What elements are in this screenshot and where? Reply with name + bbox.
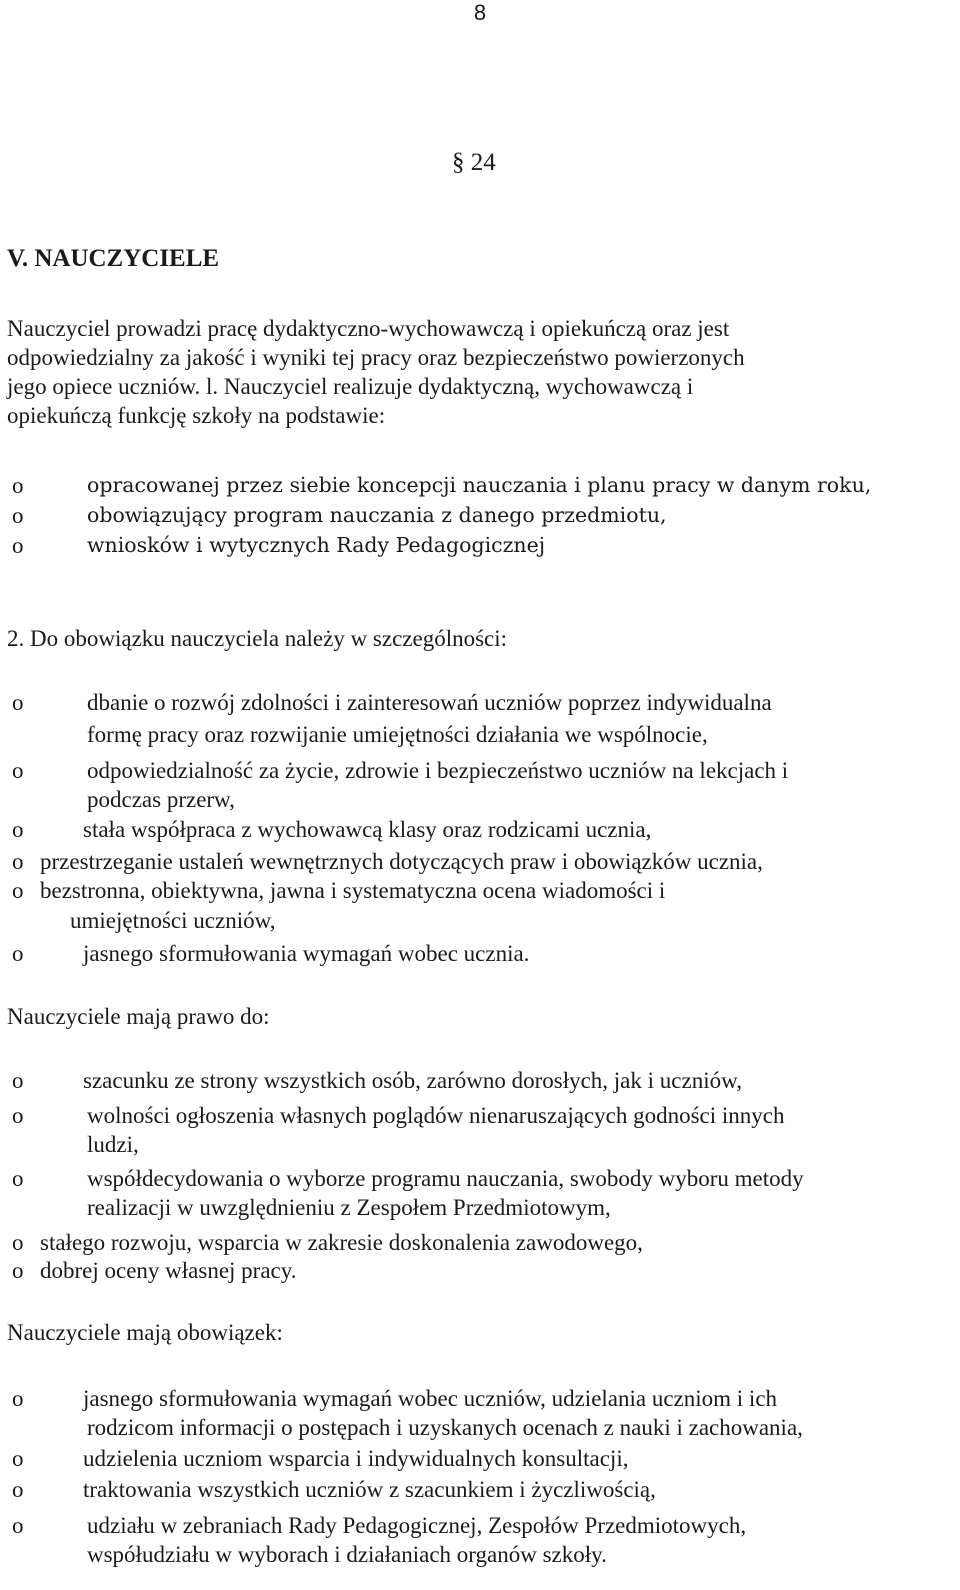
- list-bullet: o: [12, 690, 24, 715]
- list-item-continuation: formę pracy oraz rozwijanie umiejętności działania we wspólnocie,: [87, 722, 708, 747]
- list-bullet: o: [12, 1477, 24, 1502]
- list-bullet: o: [12, 473, 24, 498]
- list-bullet: o: [12, 941, 24, 966]
- list-bullet: o: [12, 878, 24, 903]
- list-bullet: o: [12, 758, 24, 783]
- intro-line: jego opiece uczniów. l. Nauczyciel realizuje dydaktyczną, wychowawczą i: [7, 374, 694, 399]
- obligations-title: Nauczyciele mają obowiązek:: [7, 1320, 283, 1345]
- page-number: 8: [473, 0, 487, 25]
- list-item: szacunku ze strony wszystkich osób, zarówno dorosłych, jak i uczniów,: [83, 1068, 742, 1093]
- list-item: traktowania wszystkich uczniów z szacunkiem i życzliwością,: [83, 1477, 656, 1502]
- list-item: współdecydowania o wyborze programu nauczania, swobody wyboru metody: [87, 1166, 804, 1191]
- list-item-continuation: podczas przerw,: [87, 787, 235, 812]
- list-bullet: o: [12, 1068, 24, 1093]
- list-bullet: o: [12, 1230, 24, 1255]
- list-item: udziału w zebraniach Rady Pedagogicznej, Zespołów Przedmiotowych,: [87, 1513, 747, 1538]
- list-item: dbanie o rozwój zdolności i zainteresowań uczniów poprzez indywidualna: [87, 690, 772, 715]
- list-item-continuation: ludzi,: [87, 1132, 139, 1157]
- list-bullet: o: [12, 533, 24, 558]
- intro-line: Nauczyciel prowadzi pracę dydaktyczno-wychowawczą i opiekuńczą oraz jest: [7, 316, 730, 341]
- list-bullet: o: [12, 1386, 24, 1411]
- list-bullet: o: [12, 849, 24, 874]
- list-item: opracowanej przez siebie koncepcji nauczania i planu pracy w danym roku,: [87, 473, 872, 497]
- list-bullet: o: [12, 1166, 24, 1191]
- list-item: udzielenia uczniom wsparcia i indywidualnych konsultacji,: [83, 1446, 629, 1471]
- list-item: wniosków i wytycznych Rady Pedagogicznej: [87, 533, 546, 557]
- list-bullet: o: [12, 503, 24, 528]
- duty-title: 2. Do obowiązku nauczyciela należy w szczególności:: [7, 626, 508, 651]
- list-bullet: o: [12, 1513, 24, 1538]
- intro-line: odpowiedzialny za jakość i wyniki tej pracy oraz bezpieczeństwo powierzonych: [7, 345, 745, 370]
- list-item-continuation: rodzicom informacji o postępach i uzyskanych ocenach z nauki i zachowania,: [87, 1415, 803, 1440]
- list-item: przestrzeganie ustaleń wewnętrznych dotyczących praw i obowiązków ucznia,: [40, 849, 763, 874]
- list-item: jasnego sformułowania wymagań wobec uczniów, udzielania uczniom i ich: [83, 1386, 778, 1411]
- list-item: obowiązujący program nauczania z danego przedmiotu,: [87, 503, 667, 527]
- section-heading: V. NAUCZYCIELE: [7, 245, 220, 272]
- list-item-continuation: umiejętności uczniów,: [70, 908, 276, 933]
- list-item: stała współpraca z wychowawcą klasy oraz rodzicami ucznia,: [83, 817, 652, 842]
- list-bullet: o: [12, 1446, 24, 1471]
- list-item: jasnego sformułowania wymagań wobec ucznia.: [83, 941, 530, 966]
- list-item: odpowiedzialność za życie, zdrowie i bezpieczeństwo uczniów na lekcjach i: [87, 758, 789, 783]
- intro-line: opiekuńczą funkcję szkoły na podstawie:: [7, 403, 386, 428]
- list-item: stałego rozwoju, wsparcia w zakresie doskonalenia zawodowego,: [40, 1230, 643, 1255]
- rights-title: Nauczyciele mają prawo do:: [7, 1004, 270, 1029]
- section-number: § 24: [452, 149, 496, 176]
- list-bullet: o: [12, 1258, 24, 1283]
- list-item: wolności ogłoszenia własnych poglądów nienaruszających godności innych: [87, 1103, 785, 1128]
- list-item-continuation: współudziału w wyborach i działaniach organów szkoły.: [87, 1542, 607, 1567]
- list-item: bezstronna, obiektywna, jawna i systematyczna ocena wiadomości i: [40, 878, 666, 903]
- list-item: dobrej oceny własnej pracy.: [40, 1258, 297, 1283]
- list-item-continuation: realizacji w uwzględnieniu z Zespołem Przedmiotowym,: [87, 1195, 611, 1220]
- list-bullet: o: [12, 817, 24, 842]
- list-bullet: o: [12, 1103, 24, 1128]
